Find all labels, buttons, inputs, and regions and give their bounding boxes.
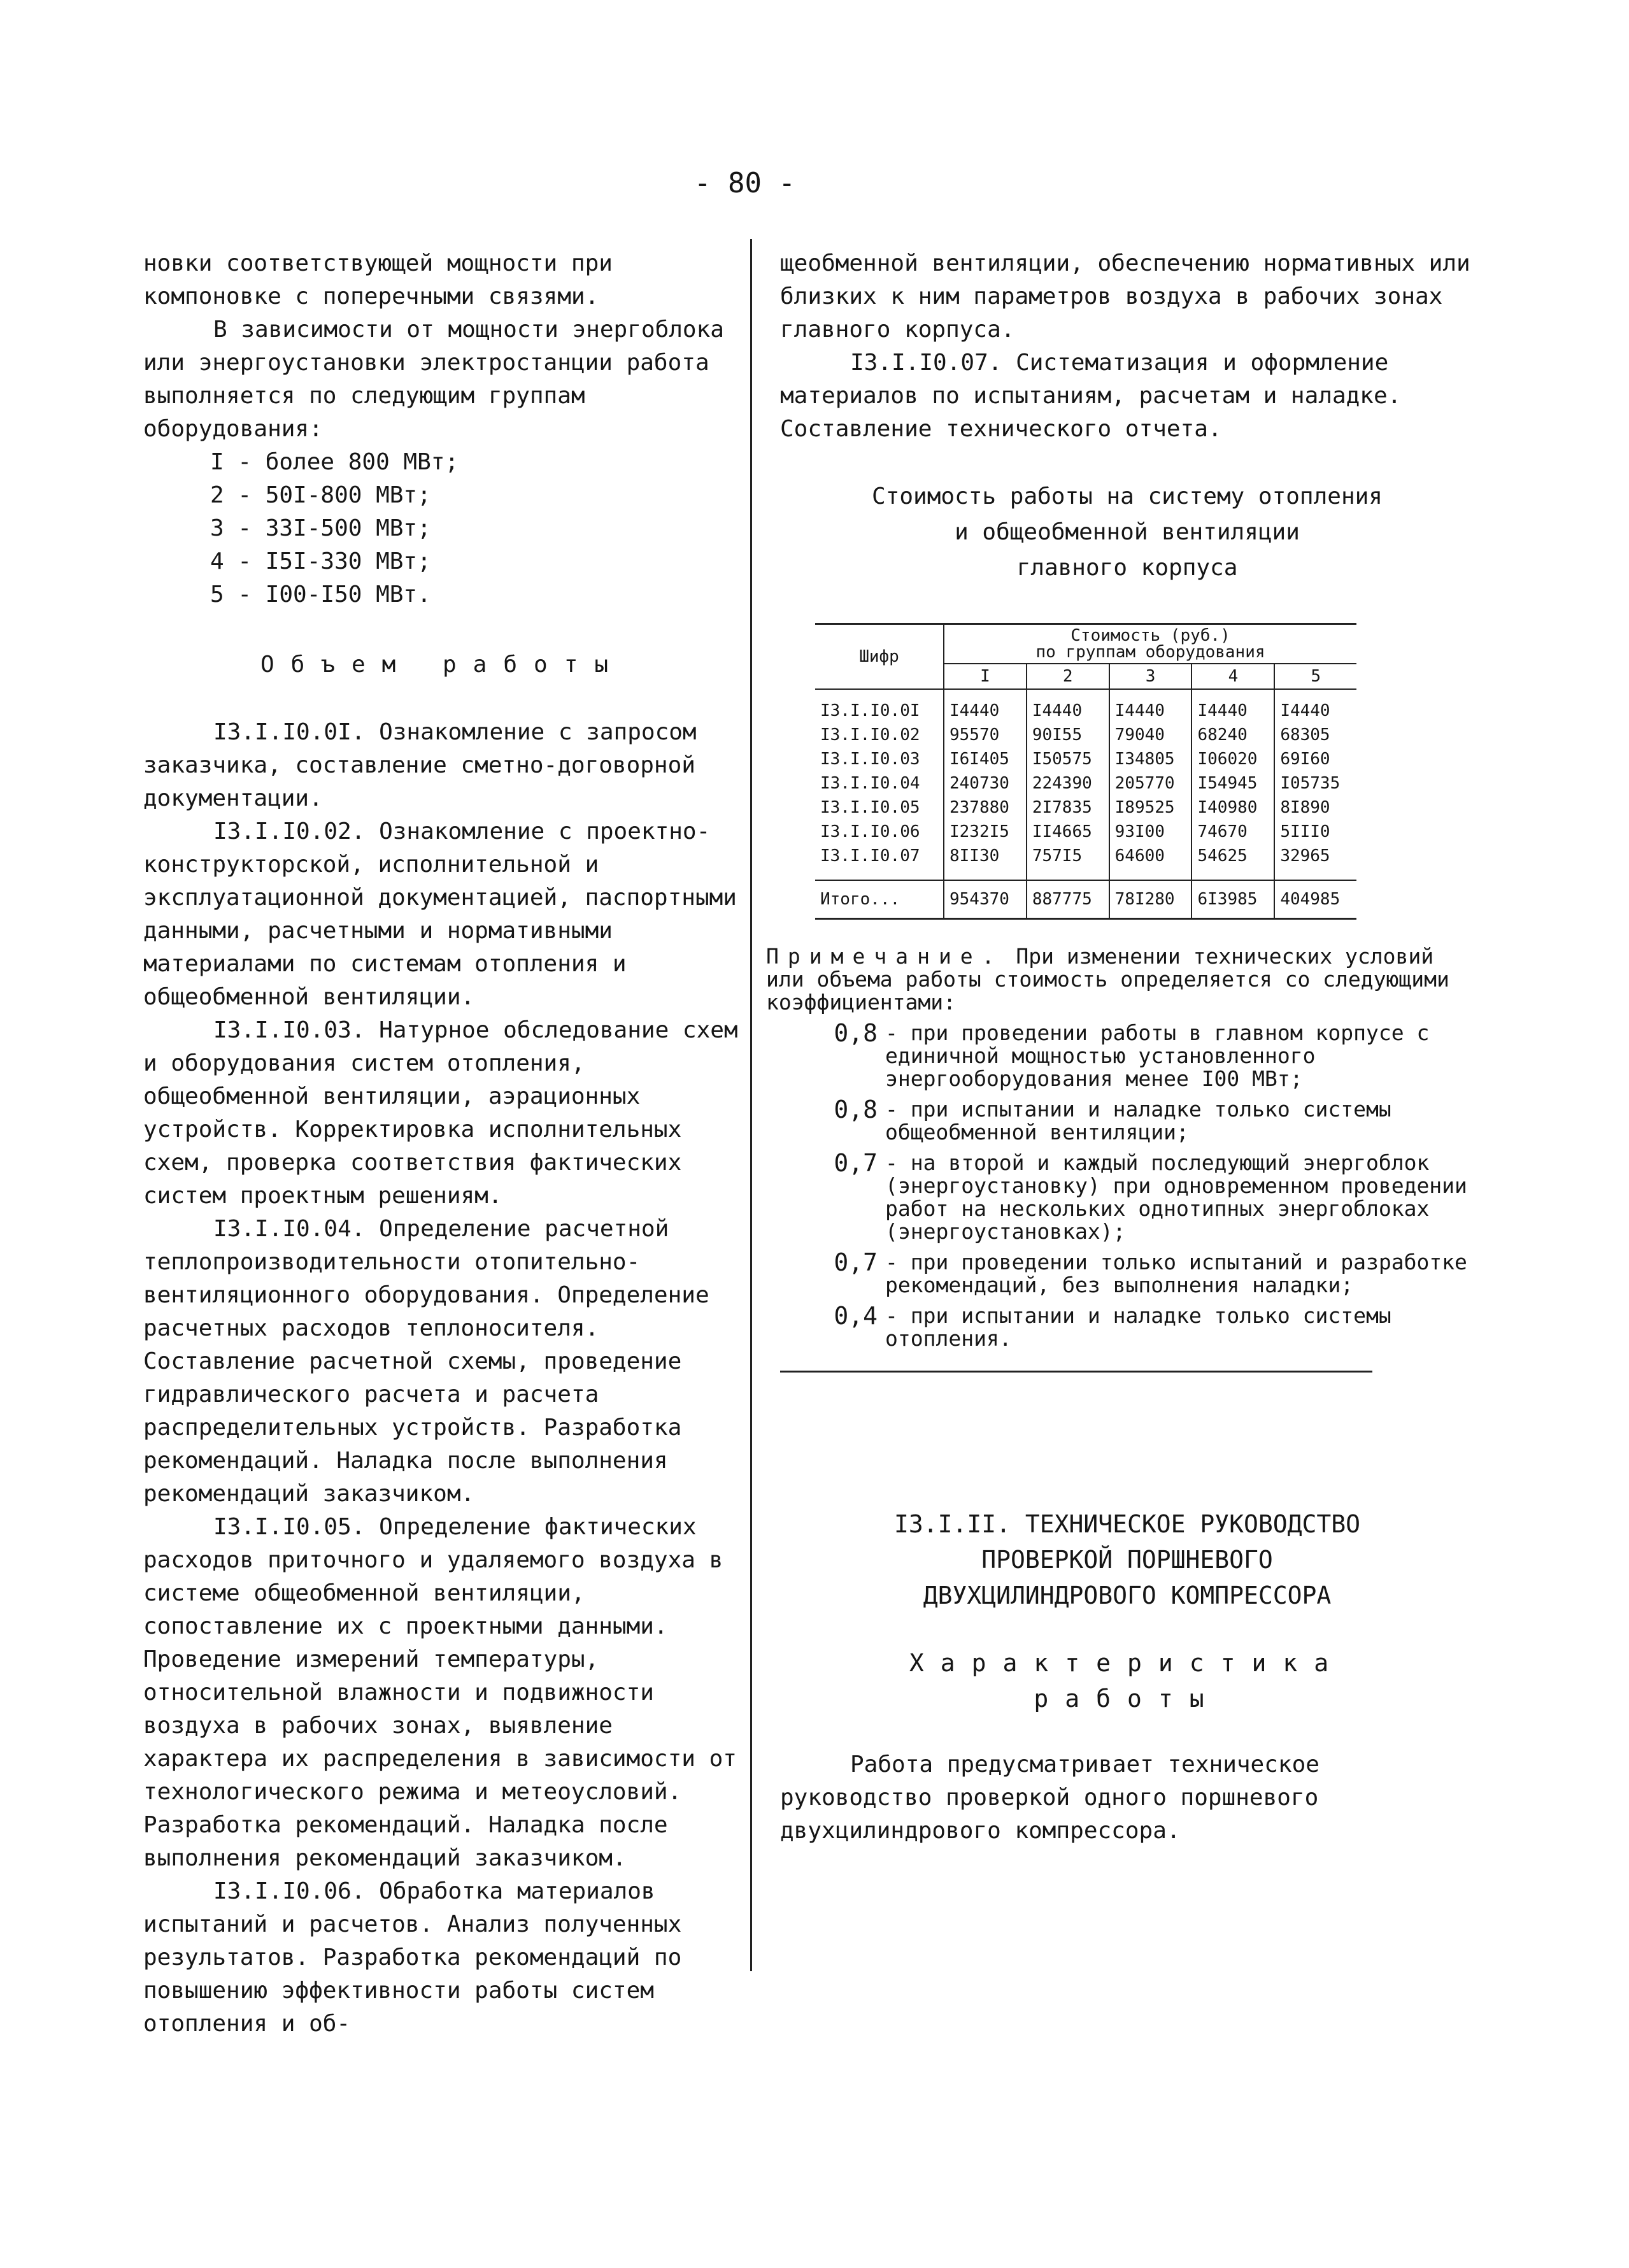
- coefficient-text: - при испытании и наладке только системы общеобменной вентиляции;: [885, 1097, 1391, 1145]
- cell-value: 79040: [1109, 723, 1192, 747]
- work-item: I3.I.I0.03. Натурное обследование схем и оборудования систем отопления, общеобменной вентиляции, аэрационных устройств. Корректировка исполнительных схем, проверка соответствия фактических систем проектным решениям.: [143, 1017, 738, 1209]
- table-row: [815, 844, 1356, 880]
- work-item: I3.I.I0.07. Систематизация и оформление материалов по испытаниям, расчетам и наладке. Составление технического отчета.: [780, 350, 1402, 442]
- cost-header-line: Стоимость (руб.): [1071, 626, 1230, 645]
- table-caption: [780, 479, 1474, 586]
- work-item: I3.I.I0.06. Обработка материалов испытаний и расчетов. Анализ полученных результатов. Разработка рекомендаций по повышению эффективности работы систем отопления и об-: [143, 1878, 682, 2037]
- total-value: 6I3985: [1192, 880, 1274, 919]
- cell-value: I4440: [1109, 689, 1192, 723]
- cell-value: 64600: [1109, 844, 1192, 880]
- table-row: [815, 689, 1356, 723]
- column-divider: [750, 239, 752, 1971]
- cell-value: I50575: [1027, 747, 1109, 771]
- cell-value: 757I5: [1027, 844, 1109, 880]
- coefficient-value: 0,8: [834, 1095, 878, 1123]
- section-title: [780, 1506, 1474, 1613]
- cell-value: 2I7835: [1027, 795, 1109, 820]
- section-title-line: ДВУХЦИЛИНДРОВОГО КОМПРЕССОРА: [923, 1581, 1332, 1609]
- group-column-header: 5: [1274, 664, 1356, 689]
- cell-value: 205770: [1109, 771, 1192, 795]
- characteristics-heading: [780, 1645, 1474, 1716]
- row-code: I3.I.I0.07: [815, 844, 944, 880]
- cell-value: I4440: [1192, 689, 1274, 723]
- coefficient-text: - при проведении только испытаний и разработке рекомендаций, без выполнения наладки;: [885, 1250, 1467, 1297]
- group-column-header: 4: [1192, 664, 1274, 689]
- coefficient-value: 0,7: [834, 1149, 878, 1177]
- coefficient-item: [766, 1095, 1474, 1145]
- coefficient-value: 0,7: [834, 1248, 878, 1276]
- total-value: 887775: [1027, 880, 1109, 919]
- coefficient-item: [766, 1304, 1474, 1350]
- coefficient-item: [766, 1248, 1474, 1297]
- table-row: [815, 747, 1356, 771]
- cell-value: 8II30: [944, 844, 1027, 880]
- row-code: I3.I.I0.05: [815, 795, 944, 820]
- row-code: I3.I.I0.06: [815, 820, 944, 844]
- cell-value: 32965: [1280, 846, 1330, 866]
- coefficient-text: - на второй и каждый последующий энергоблок (энергоустановку) при одновременном проведении работ на нескольких однотипных энергоблоках (энергоустановках);: [885, 1150, 1467, 1244]
- cell-value: 93I00: [1109, 820, 1192, 844]
- cell-value: 69I60: [1280, 750, 1330, 769]
- cell-value: I06020: [1192, 747, 1274, 771]
- right-column: [766, 247, 1474, 1848]
- total-row: [815, 880, 1356, 919]
- table-row: [815, 723, 1356, 747]
- total-value: 954370: [944, 880, 1027, 919]
- note-block: [766, 945, 1474, 1350]
- cell-value: 68305: [1280, 725, 1330, 745]
- table-caption-line: Стоимость работы на систему отопления: [872, 483, 1383, 510]
- coefficient-item: [766, 1149, 1474, 1244]
- left-column: [143, 247, 742, 2041]
- cell-value: I05735: [1280, 774, 1341, 793]
- coefficient-item: [766, 1019, 1474, 1091]
- note-title: Примечание.: [766, 944, 1004, 969]
- cell-value: I34805: [1109, 747, 1192, 771]
- coefficient-value: 0,4: [834, 1302, 878, 1330]
- note-intro: При изменении технических условий или объема работы стоимость определяется со следующими коэффициентами:: [766, 944, 1449, 1015]
- cost-header-line: по группам оборудования: [1035, 643, 1265, 662]
- page-number: - 80 -: [694, 167, 795, 199]
- row-code: I3.I.I0.0I: [815, 689, 944, 723]
- cell-value: 74670: [1192, 820, 1274, 844]
- group-column-header: 3: [1109, 664, 1192, 689]
- cell-value: 224390: [1027, 771, 1109, 795]
- cell-value: 90I55: [1027, 723, 1109, 747]
- cell-value: I232I5: [944, 820, 1027, 844]
- group-column-header: I: [944, 664, 1027, 689]
- work-item: I3.I.I0.04. Определение расчетной теплопроизводительности отопительно-вентиляционного оборудования. Определение расчетных расходов теплоносителя. Составление расчетной схемы, проведение гидравлического расчета и расчета распределительных устройств. Разработка рекомендаций. Наладка после выполнения рекомендаций заказчиком.: [143, 1216, 709, 1507]
- cell-value: 54625: [1192, 844, 1274, 880]
- cell-value: I40980: [1192, 795, 1274, 820]
- cell-value: II4665: [1027, 820, 1109, 844]
- table-row: [815, 820, 1356, 844]
- scope-heading: Объем работы: [260, 652, 625, 678]
- cost-header: [944, 624, 1356, 664]
- total-value: 78I280: [1109, 880, 1192, 919]
- table-row: [815, 771, 1356, 795]
- row-code: I3.I.I0.03: [815, 747, 944, 771]
- cell-value: I4440: [944, 689, 1027, 723]
- characteristics-heading-line: Характеристика: [909, 1649, 1346, 1677]
- total-value: 404985: [1274, 880, 1356, 919]
- equipment-group-item: 5 - I00-I50 МВт.: [210, 581, 431, 608]
- coefficient-text: - при испытании и наладке только системы отопления.: [885, 1303, 1391, 1351]
- characteristics-heading-line: работы: [1034, 1685, 1221, 1713]
- equipment-group-item: 4 - I5I-330 МВт;: [210, 548, 431, 574]
- table-caption-line: и общеобменной вентиляции: [955, 519, 1300, 545]
- cell-value: I54945: [1192, 771, 1274, 795]
- section-title-line: I3.I.II. ТЕХНИЧЕСКОЕ РУКОВОДСТВО: [893, 1510, 1361, 1538]
- work-description: Работа предусматривает техническое руководство проверкой одного поршневого двухцилиндрового компрессора.: [780, 1751, 1320, 1844]
- left-paragraph-2: В зависимости от мощности энергоблока или энергоустановки электростанции работа выполняется по следующим группам оборудования:: [143, 317, 724, 442]
- code-column-header: Шифр: [815, 624, 944, 690]
- section-rule: [780, 1371, 1372, 1373]
- table-row: [815, 795, 1356, 820]
- cell-value: 240730: [944, 771, 1027, 795]
- cell-value: 95570: [944, 723, 1027, 747]
- work-item: I3.I.I0.0I. Ознакомление с запросом заказчика, составление сметно-договорной документации.: [143, 719, 697, 811]
- cell-value: I4440: [1027, 689, 1109, 723]
- cell-value: I89525: [1109, 795, 1192, 820]
- cell-value: I4440: [1280, 701, 1330, 720]
- coefficient-text: - при проведении работы в главном корпусе с единичной мощностью установленного энергооборудования менее I00 МВт;: [885, 1020, 1430, 1091]
- row-code: I3.I.I0.04: [815, 771, 944, 795]
- cell-value: 8I890: [1280, 798, 1330, 817]
- row-code: I3.I.I0.02: [815, 723, 944, 747]
- group-column-header: 2: [1027, 664, 1109, 689]
- table-caption-line: главного корпуса: [1016, 555, 1238, 581]
- equipment-group-item: 2 - 50I-800 МВт;: [210, 482, 431, 508]
- work-item: I3.I.I0.02. Ознакомление с проектно-конструкторской, исполнительной и эксплуатационной документацией, паспортными данными, расчетными и нормативными материалами по системам отопления и общеобменной вентиляции.: [143, 818, 737, 1010]
- right-paragraph-continued: щеобменной вентиляции, обеспечению нормативных или близких к ним параметров воздуха в рабочих зонах главного корпуса.: [780, 250, 1470, 343]
- equipment-group-item: 3 - 33I-500 МВт;: [210, 515, 431, 541]
- left-paragraph-1: новки соответствующей мощности при компоновке с поперечными связями.: [143, 250, 613, 310]
- equipment-group-item: I - более 800 МВт;: [210, 449, 459, 475]
- cell-value: I6I405: [944, 747, 1027, 771]
- total-label: Итого...: [815, 880, 944, 919]
- cost-table: [815, 623, 1356, 920]
- cell-value: 5III0: [1280, 822, 1330, 841]
- coefficient-value: 0,8: [834, 1019, 878, 1047]
- cell-value: 68240: [1192, 723, 1274, 747]
- cell-value: 237880: [944, 795, 1027, 820]
- section-title-line: ПРОВЕРКОЙ ПОРШНЕВОГО: [981, 1546, 1273, 1574]
- equipment-groups-list: [143, 446, 742, 611]
- work-item: I3.I.I0.05. Определение фактических расходов приточного и удаляемого воздуха в системе общеобменной вентиляции, сопоставление их с проектными данными. Проведение измерений температуры, относительной влажности и подвижности воздуха в рабочих зонах, выявление характера их распределения в зависимости от технологического режима и метеоусловий. Разработка рекомендаций. Наладка после выполнения рекомендаций заказчиком.: [143, 1514, 737, 1871]
